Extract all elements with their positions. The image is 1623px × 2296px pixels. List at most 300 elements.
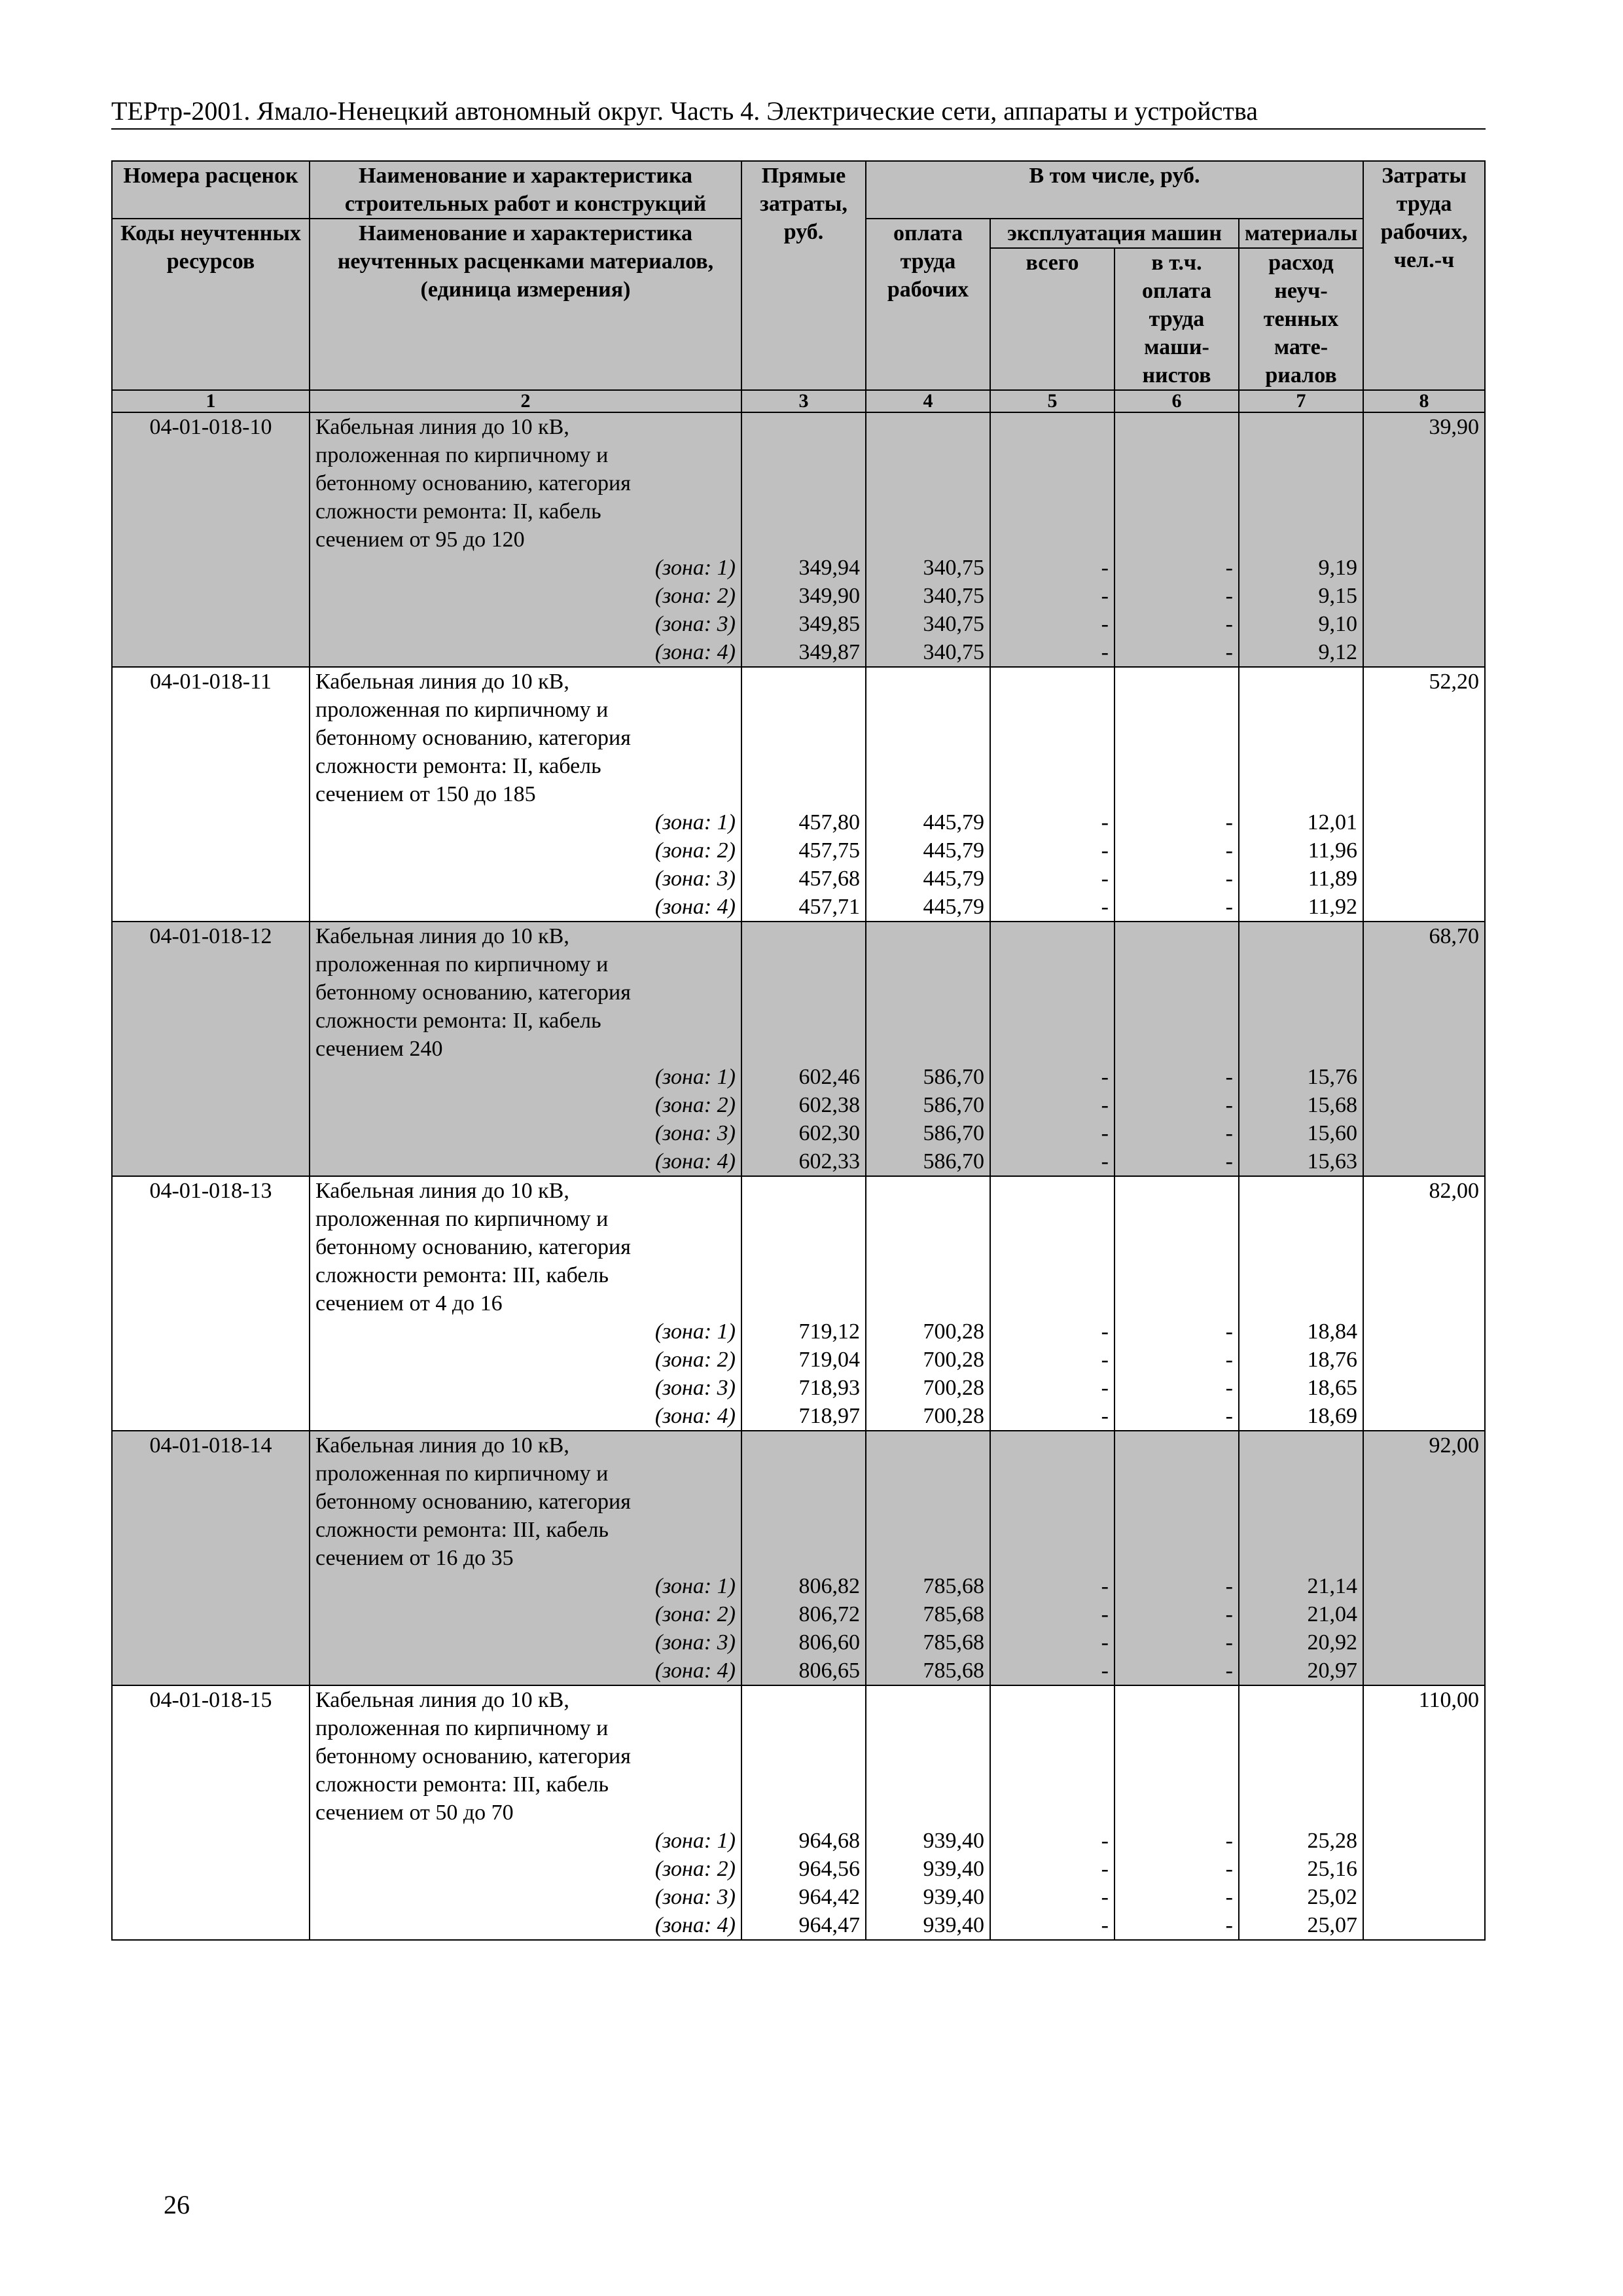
spacer bbox=[996, 752, 1109, 780]
materials-cost-cell bbox=[1239, 1685, 1363, 1940]
labor-value: 82,00 bbox=[1429, 1179, 1480, 1203]
spacer bbox=[996, 950, 1109, 978]
spacer bbox=[872, 780, 984, 808]
description-line: сложности ремонта: II, кабель bbox=[315, 499, 601, 524]
spacer bbox=[1245, 922, 1357, 950]
rate-description-cell bbox=[310, 1685, 741, 1940]
materials-cost: 25,02 bbox=[1307, 1885, 1358, 1909]
spacer bbox=[747, 1544, 860, 1572]
direct-cost-cell bbox=[741, 1176, 866, 1431]
wages: 445,79 bbox=[923, 895, 984, 919]
spacer bbox=[1120, 1205, 1233, 1233]
spacer bbox=[1120, 1007, 1233, 1035]
rate-code-cell bbox=[112, 1176, 310, 1431]
spacer bbox=[747, 724, 860, 752]
spacer bbox=[996, 1544, 1109, 1572]
header-machinist-wages: в т.ч. оплата труда маши-нистов bbox=[1115, 248, 1239, 390]
spacer bbox=[1120, 1035, 1233, 1063]
spacer bbox=[996, 1799, 1109, 1827]
spacer bbox=[996, 978, 1109, 1007]
machinist-wages: - bbox=[1225, 1149, 1233, 1174]
direct-cost: 457,68 bbox=[798, 867, 860, 891]
spacer bbox=[747, 1714, 860, 1742]
spacer bbox=[1245, 1177, 1357, 1205]
machinist-wages: - bbox=[1225, 1348, 1233, 1372]
machinist-wages: - bbox=[1225, 1885, 1233, 1909]
description-line: сечением от 4 до 16 bbox=[315, 1291, 503, 1316]
materials-cost: 11,92 bbox=[1308, 895, 1358, 919]
header-name-bottom: Наименование и характеристика неучтенных расценками материалов, (единица измерения) bbox=[310, 219, 741, 390]
spacer bbox=[1120, 724, 1233, 752]
spacer bbox=[996, 696, 1109, 724]
rate-group bbox=[112, 1176, 1485, 1431]
column-number: 6 bbox=[1115, 390, 1239, 412]
header-machines-total: всего bbox=[990, 248, 1115, 390]
materials-cost: 18,76 bbox=[1307, 1348, 1358, 1372]
materials-cost: 11,89 bbox=[1308, 867, 1358, 891]
machines-total: - bbox=[1101, 895, 1109, 919]
header-name-top: Наименование и характеристика строительных работ и конструкций bbox=[310, 161, 741, 219]
materials-cost: 21,04 bbox=[1307, 1602, 1358, 1626]
spacer bbox=[1245, 752, 1357, 780]
wages: 939,40 bbox=[923, 1913, 984, 1937]
machinist-wages: - bbox=[1225, 1574, 1233, 1598]
machinist-wages: - bbox=[1225, 838, 1233, 863]
spacer bbox=[747, 1177, 860, 1205]
description-line: Кабельная линия до 10 кВ, bbox=[315, 415, 569, 439]
labor-value: 68,70 bbox=[1429, 924, 1480, 948]
materials-cost: 9,12 bbox=[1318, 640, 1358, 664]
spacer bbox=[996, 724, 1109, 752]
spacer bbox=[996, 1205, 1109, 1233]
description-line: Кабельная линия до 10 кВ, bbox=[315, 924, 569, 948]
spacer bbox=[1245, 497, 1357, 526]
spacer bbox=[872, 441, 984, 469]
rate-group bbox=[112, 1431, 1485, 1685]
description-line: сечением 240 bbox=[315, 1037, 443, 1061]
spacer bbox=[1120, 922, 1233, 950]
spacer bbox=[1120, 1799, 1233, 1827]
rate-code-cell bbox=[112, 1431, 310, 1685]
zone-label: (зона: 3) bbox=[654, 1885, 736, 1909]
machines-total: - bbox=[1101, 1857, 1109, 1881]
spacer bbox=[1245, 441, 1357, 469]
spacer bbox=[1120, 1714, 1233, 1742]
wages: 586,70 bbox=[923, 1121, 984, 1145]
spacer bbox=[1245, 978, 1357, 1007]
column-number: 7 bbox=[1239, 390, 1363, 412]
zone-label: (зона: 3) bbox=[654, 1121, 736, 1145]
spacer bbox=[996, 780, 1109, 808]
machinist-wages: - bbox=[1225, 1121, 1233, 1145]
materials-cost: 9,15 bbox=[1318, 584, 1358, 608]
spacer bbox=[996, 1770, 1109, 1799]
spacer bbox=[1120, 1177, 1233, 1205]
direct-cost: 457,71 bbox=[798, 895, 860, 919]
spacer bbox=[1245, 1770, 1357, 1799]
spacer bbox=[872, 1544, 984, 1572]
direct-cost-cell bbox=[741, 1431, 866, 1685]
description-line: проложенная по кирпичному и bbox=[315, 443, 609, 467]
zone-label: (зона: 4) bbox=[654, 640, 736, 664]
machines-total: - bbox=[1101, 1065, 1109, 1089]
zone-label: (зона: 4) bbox=[654, 1913, 736, 1937]
spacer bbox=[872, 1007, 984, 1035]
rate-code-cell bbox=[112, 1685, 310, 1940]
labor-cell bbox=[1363, 1176, 1485, 1431]
spacer bbox=[996, 1742, 1109, 1770]
spacer bbox=[1245, 1742, 1357, 1770]
materials-cost: 18,84 bbox=[1307, 1319, 1358, 1344]
zone-label: (зона: 4) bbox=[654, 1659, 736, 1683]
rate-code: 04-01-018-15 bbox=[149, 1688, 272, 1712]
zone-label: (зона: 2) bbox=[654, 838, 736, 863]
column-number: 1 bbox=[112, 390, 310, 412]
materials-cost: 11,96 bbox=[1308, 838, 1358, 863]
rate-description-cell bbox=[310, 667, 741, 922]
description-line: сечением от 16 до 35 bbox=[315, 1546, 514, 1570]
zone-label: (зона: 1) bbox=[654, 1065, 736, 1089]
rate-code-cell bbox=[112, 667, 310, 922]
labor-cell bbox=[1363, 922, 1485, 1176]
description-line: бетонному основанию, категория bbox=[315, 1235, 631, 1259]
machines-total: - bbox=[1101, 1149, 1109, 1174]
spacer bbox=[996, 1488, 1109, 1516]
direct-cost: 806,60 bbox=[798, 1630, 860, 1655]
spacer bbox=[872, 413, 984, 441]
machines-total: - bbox=[1101, 584, 1109, 608]
zone-label: (зона: 4) bbox=[654, 1404, 736, 1428]
materials-cost: 12,01 bbox=[1307, 810, 1358, 834]
table-row bbox=[112, 1685, 1485, 1940]
rate-code-cell bbox=[112, 922, 310, 1176]
spacer bbox=[996, 1460, 1109, 1488]
machines-total-cell bbox=[990, 1431, 1115, 1685]
direct-cost: 964,56 bbox=[798, 1857, 860, 1881]
direct-cost: 964,68 bbox=[798, 1829, 860, 1853]
wages: 939,40 bbox=[923, 1857, 984, 1881]
materials-cost: 20,92 bbox=[1307, 1630, 1358, 1655]
spacer bbox=[1120, 668, 1233, 696]
description-line: проложенная по кирпичному и bbox=[315, 952, 609, 977]
spacer bbox=[996, 922, 1109, 950]
direct-cost: 806,65 bbox=[798, 1659, 860, 1683]
machinist-wages: - bbox=[1225, 895, 1233, 919]
rate-description-cell bbox=[310, 1176, 741, 1431]
rate-code: 04-01-018-10 bbox=[149, 415, 272, 439]
table-row bbox=[112, 1431, 1485, 1685]
machines-total: - bbox=[1101, 556, 1109, 580]
spacer bbox=[747, 978, 860, 1007]
spacer bbox=[1120, 1488, 1233, 1516]
rate-code: 04-01-018-13 bbox=[149, 1179, 272, 1203]
wages: 340,75 bbox=[923, 640, 984, 664]
machinist-wages: - bbox=[1225, 640, 1233, 664]
machinist-wages: - bbox=[1225, 867, 1233, 891]
spacer bbox=[1120, 1431, 1233, 1460]
wages-cell bbox=[866, 1176, 990, 1431]
description-line: бетонному основанию, категория bbox=[315, 471, 631, 495]
description-line: сечением от 150 до 185 bbox=[315, 782, 536, 806]
materials-cost: 21,14 bbox=[1307, 1574, 1358, 1598]
spacer bbox=[872, 497, 984, 526]
materials-cost: 25,07 bbox=[1307, 1913, 1358, 1937]
spacer bbox=[747, 1007, 860, 1035]
spacer bbox=[747, 1799, 860, 1827]
spacer bbox=[1245, 413, 1357, 441]
rate-group bbox=[112, 412, 1485, 667]
description-line: бетонному основанию, категория bbox=[315, 1490, 631, 1514]
spacer bbox=[1245, 1799, 1357, 1827]
zone-label: (зона: 1) bbox=[654, 810, 736, 834]
spacer bbox=[1120, 696, 1233, 724]
materials-cost: 20,97 bbox=[1307, 1659, 1358, 1683]
spacer bbox=[872, 1431, 984, 1460]
direct-cost: 964,42 bbox=[798, 1885, 860, 1909]
spacer bbox=[747, 1516, 860, 1544]
machines-total: - bbox=[1101, 1348, 1109, 1372]
machines-total: - bbox=[1101, 1376, 1109, 1400]
spacer bbox=[1245, 1007, 1357, 1035]
labor-value: 39,90 bbox=[1429, 415, 1480, 439]
wages-cell bbox=[866, 1431, 990, 1685]
rate-description-cell bbox=[310, 412, 741, 667]
table-row bbox=[112, 412, 1485, 667]
zone-label: (зона: 2) bbox=[654, 1602, 736, 1626]
wages: 340,75 bbox=[923, 584, 984, 608]
header-code-top: Номера расценок bbox=[112, 161, 310, 219]
zone-label: (зона: 2) bbox=[654, 1093, 736, 1117]
spacer bbox=[1245, 1431, 1357, 1460]
column-numbers-row bbox=[112, 390, 1485, 412]
rate-description-cell bbox=[310, 1431, 741, 1685]
materials-cost: 15,76 bbox=[1307, 1065, 1358, 1089]
spacer bbox=[872, 1516, 984, 1544]
wages: 785,68 bbox=[923, 1602, 984, 1626]
rate-group bbox=[112, 922, 1485, 1176]
machines-total: - bbox=[1101, 1885, 1109, 1909]
machines-total: - bbox=[1101, 612, 1109, 636]
spacer bbox=[1245, 1686, 1357, 1714]
page-header-title: ТЕРтр-2001. Ямало-Ненецкий автономный округ. Часть 4. Электрические сети, аппараты и устройства bbox=[111, 96, 1258, 126]
spacer bbox=[747, 922, 860, 950]
spacer bbox=[1120, 1233, 1233, 1261]
spacer bbox=[872, 1289, 984, 1318]
spacer bbox=[872, 1205, 984, 1233]
description-line: бетонному основанию, категория bbox=[315, 1744, 631, 1768]
wages: 700,28 bbox=[923, 1348, 984, 1372]
wages: 700,28 bbox=[923, 1376, 984, 1400]
spacer bbox=[747, 1233, 860, 1261]
machines-total: - bbox=[1101, 810, 1109, 834]
machines-total: - bbox=[1101, 838, 1109, 863]
direct-cost: 349,90 bbox=[798, 584, 860, 608]
machines-total: - bbox=[1101, 1574, 1109, 1598]
spacer bbox=[1245, 696, 1357, 724]
spacer bbox=[872, 752, 984, 780]
machinist-wages: - bbox=[1225, 1913, 1233, 1937]
header-labor: Затраты труда рабочих, чел.-ч bbox=[1363, 161, 1485, 390]
spacer bbox=[996, 441, 1109, 469]
machinist-wages: - bbox=[1225, 1659, 1233, 1683]
spacer bbox=[1245, 1035, 1357, 1063]
wages: 340,75 bbox=[923, 556, 984, 580]
spacer bbox=[872, 1233, 984, 1261]
spacer bbox=[872, 950, 984, 978]
spacer bbox=[747, 1035, 860, 1063]
spacer bbox=[747, 950, 860, 978]
description-line: проложенная по кирпичному и bbox=[315, 1716, 609, 1740]
description-line: Кабельная линия до 10 кВ, bbox=[315, 1179, 569, 1203]
rate-code: 04-01-018-11 bbox=[150, 670, 272, 694]
spacer bbox=[872, 1488, 984, 1516]
description-line: Кабельная линия до 10 кВ, bbox=[315, 1433, 569, 1458]
description-line: проложенная по кирпичному и bbox=[315, 1207, 609, 1231]
column-number: 2 bbox=[310, 390, 741, 412]
machinist-wages: - bbox=[1225, 810, 1233, 834]
materials-cost: 15,63 bbox=[1307, 1149, 1358, 1174]
direct-cost: 602,46 bbox=[798, 1065, 860, 1089]
spacer bbox=[1120, 780, 1233, 808]
machines-total-cell bbox=[990, 1176, 1115, 1431]
spacer bbox=[872, 978, 984, 1007]
rate-group bbox=[112, 667, 1485, 922]
spacer bbox=[1245, 469, 1357, 497]
materials-cost: 25,16 bbox=[1307, 1857, 1358, 1881]
page-number: 26 bbox=[164, 2190, 190, 2219]
machinist-wages: - bbox=[1225, 1630, 1233, 1655]
spacer bbox=[872, 1686, 984, 1714]
labor-value: 92,00 bbox=[1429, 1433, 1480, 1458]
direct-cost-cell bbox=[741, 412, 866, 667]
spacer bbox=[747, 1460, 860, 1488]
spacer bbox=[1120, 1289, 1233, 1318]
spacer bbox=[747, 1261, 860, 1289]
rate-code: 04-01-018-14 bbox=[149, 1433, 272, 1458]
spacer bbox=[1120, 978, 1233, 1007]
direct-cost: 349,85 bbox=[798, 612, 860, 636]
materials-cost: 25,28 bbox=[1307, 1829, 1358, 1853]
machinist-wages: - bbox=[1225, 1065, 1233, 1089]
rate-code: 04-01-018-12 bbox=[149, 924, 272, 948]
wages: 700,28 bbox=[923, 1319, 984, 1344]
direct-cost: 806,82 bbox=[798, 1574, 860, 1598]
materials-cost: 9,19 bbox=[1318, 556, 1358, 580]
spacer bbox=[747, 526, 860, 554]
direct-cost: 964,47 bbox=[798, 1913, 860, 1937]
machinist-wages: - bbox=[1225, 1829, 1233, 1853]
machines-total: - bbox=[1101, 1404, 1109, 1428]
direct-cost: 718,97 bbox=[798, 1404, 860, 1428]
spacer bbox=[996, 1035, 1109, 1063]
spacer bbox=[872, 1460, 984, 1488]
description-line: сечением от 50 до 70 bbox=[315, 1801, 514, 1825]
spacer bbox=[747, 1289, 860, 1318]
description-line: сложности ремонта: II, кабель bbox=[315, 1009, 601, 1033]
zone-label: (зона: 4) bbox=[654, 1149, 736, 1174]
machinist-wages-cell bbox=[1115, 1176, 1239, 1431]
wages-cell bbox=[866, 922, 990, 1176]
machines-total: - bbox=[1101, 640, 1109, 664]
spacer bbox=[1245, 526, 1357, 554]
zone-label: (зона: 3) bbox=[654, 612, 736, 636]
column-number: 5 bbox=[990, 390, 1115, 412]
direct-cost-cell bbox=[741, 1685, 866, 1940]
spacer bbox=[1245, 1516, 1357, 1544]
spacer bbox=[996, 1516, 1109, 1544]
spacer bbox=[1245, 780, 1357, 808]
spacer bbox=[747, 696, 860, 724]
wages: 445,79 bbox=[923, 867, 984, 891]
description-line: сложности ремонта: II, кабель bbox=[315, 754, 601, 778]
spacer bbox=[996, 1714, 1109, 1742]
spacer bbox=[872, 1177, 984, 1205]
direct-cost: 719,04 bbox=[798, 1348, 860, 1372]
spacer bbox=[747, 1431, 860, 1460]
machinist-wages: - bbox=[1225, 1376, 1233, 1400]
spacer bbox=[996, 668, 1109, 696]
wages: 340,75 bbox=[923, 612, 984, 636]
direct-cost: 457,75 bbox=[798, 838, 860, 863]
spacer bbox=[1245, 724, 1357, 752]
spacer bbox=[996, 469, 1109, 497]
spacer bbox=[1120, 441, 1233, 469]
spacer bbox=[1245, 1205, 1357, 1233]
spacer bbox=[747, 441, 860, 469]
spacer bbox=[996, 1177, 1109, 1205]
zone-label: (зона: 2) bbox=[654, 584, 736, 608]
description-line: сечением от 95 до 120 bbox=[315, 528, 525, 552]
machinist-wages: - bbox=[1225, 1319, 1233, 1344]
spacer bbox=[747, 1770, 860, 1799]
description-line: проложенная по кирпичному и bbox=[315, 698, 609, 722]
description-line: сложности ремонта: III, кабель bbox=[315, 1518, 609, 1542]
wages: 785,68 bbox=[923, 1574, 984, 1598]
spacer bbox=[872, 922, 984, 950]
spacer bbox=[747, 1488, 860, 1516]
spacer bbox=[1120, 413, 1233, 441]
spacer bbox=[1245, 1289, 1357, 1318]
spacer bbox=[747, 780, 860, 808]
zone-label: (зона: 2) bbox=[654, 1857, 736, 1881]
spacer bbox=[996, 1431, 1109, 1460]
wages: 586,70 bbox=[923, 1065, 984, 1089]
materials-cost: 18,69 bbox=[1307, 1404, 1358, 1428]
spacer bbox=[747, 497, 860, 526]
machinist-wages-cell bbox=[1115, 922, 1239, 1176]
spacer bbox=[996, 413, 1109, 441]
spacer bbox=[747, 413, 860, 441]
wages: 445,79 bbox=[923, 810, 984, 834]
wages: 939,40 bbox=[923, 1885, 984, 1909]
header-wages: оплата труда рабочих bbox=[866, 219, 990, 390]
machinist-wages-cell bbox=[1115, 412, 1239, 667]
direct-cost-cell bbox=[741, 922, 866, 1176]
spacer bbox=[872, 526, 984, 554]
wages-cell bbox=[866, 667, 990, 922]
spacer bbox=[1120, 497, 1233, 526]
machines-total: - bbox=[1101, 1829, 1109, 1853]
zone-label: (зона: 1) bbox=[654, 1574, 736, 1598]
spacer bbox=[747, 752, 860, 780]
direct-cost: 602,38 bbox=[798, 1093, 860, 1117]
wages: 939,40 bbox=[923, 1829, 984, 1853]
spacer bbox=[872, 1742, 984, 1770]
spacer bbox=[1245, 1233, 1357, 1261]
spacer bbox=[872, 469, 984, 497]
description-line: проложенная по кирпичному и bbox=[315, 1462, 609, 1486]
spacer bbox=[872, 668, 984, 696]
